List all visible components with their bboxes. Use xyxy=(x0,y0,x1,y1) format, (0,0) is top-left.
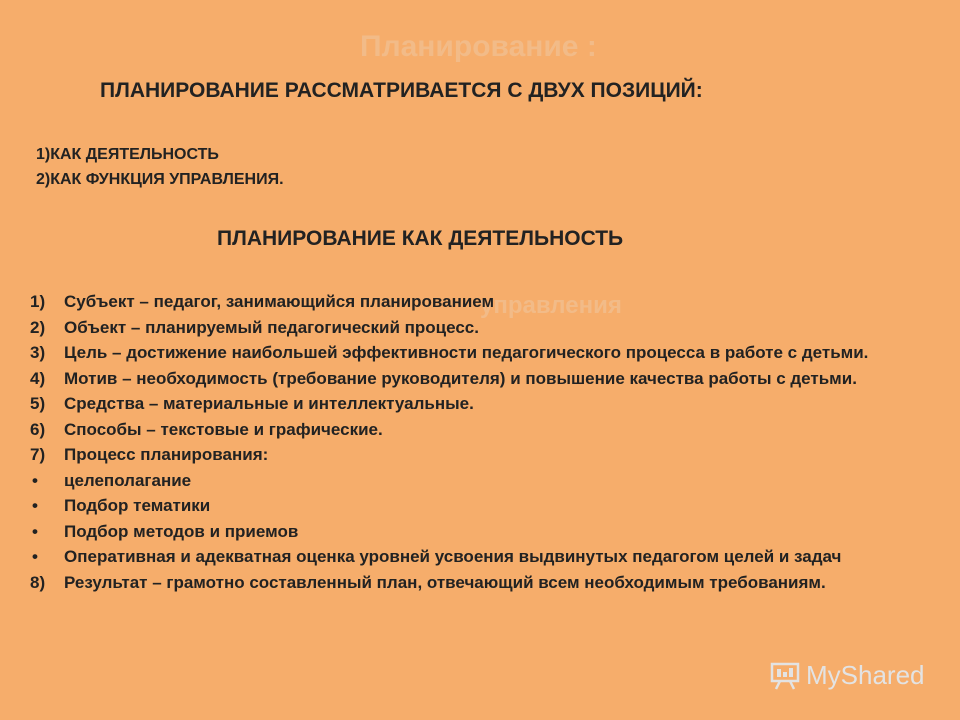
list-item-text: Процесс планирования: xyxy=(64,445,269,464)
list-marker: 6) xyxy=(30,419,46,439)
list-marker: 1) xyxy=(30,292,46,311)
list-item-text: Подбор методов и приемов xyxy=(64,521,299,541)
list-item-text: Подбор тематики xyxy=(64,496,211,515)
list-item-text: Способы – текстовые и графические. xyxy=(64,419,383,439)
list-item-text: целеполагание xyxy=(64,470,192,490)
list-item xyxy=(30,493,910,519)
list-item xyxy=(30,315,910,341)
list-item-text: Объект – планируемый педагогический процесс. xyxy=(64,317,479,337)
list-marker: 4) xyxy=(30,368,46,388)
list-item xyxy=(30,468,910,494)
bullet-marker: • xyxy=(32,470,38,490)
activity-list xyxy=(30,289,910,595)
list-item xyxy=(30,366,910,392)
ghost-slide-title: Планирование : xyxy=(360,30,597,63)
list-item xyxy=(30,442,910,468)
list-item-text: Оперативная и адекватная оценка уровней усвоения выдвинутых педагогом целей и задач xyxy=(64,547,842,566)
list-item-text: Субъект – педагог, занимающийся планированием xyxy=(64,292,495,311)
watermark-text: MyShared xyxy=(806,660,925,690)
list-item-text: Результат – грамотно составленный план, отвечающий всем необходимым требованиям. xyxy=(64,572,826,592)
myshared-watermark xyxy=(770,660,925,691)
list-item xyxy=(30,519,910,545)
list-item xyxy=(30,289,910,315)
list-marker: 3) xyxy=(30,343,46,362)
bullet-marker: • xyxy=(32,496,38,515)
list-item-text: Средства – материальные и интеллектуальные. xyxy=(64,394,474,413)
heading-two-positions: ПЛАНИРОВАНИЕ РАССМАТРИВАЕТСЯ С ДВУХ ПОЗИЦИЙ: xyxy=(100,79,703,102)
presentation-icon xyxy=(770,661,800,691)
list-marker: 5) xyxy=(30,394,46,413)
list-marker: 2) xyxy=(30,317,46,337)
position-item: 2)КАК ФУНКЦИЯ УПРАВЛЕНИЯ. xyxy=(36,171,284,188)
bullet-marker: • xyxy=(32,521,38,541)
list-marker: 7) xyxy=(30,445,46,464)
position-item: 1)КАК ДЕЯТЕЛЬНОСТЬ xyxy=(36,146,219,163)
list-item xyxy=(30,340,910,366)
list-item xyxy=(30,417,910,443)
ghost-subtitle: управления xyxy=(480,292,622,319)
list-item xyxy=(30,570,910,596)
list-item-text: Цель – достижение наибольшей эффективности педагогического процесса в работе с детьми. xyxy=(64,343,869,362)
heading-activity: ПЛАНИРОВАНИЕ КАК ДЕЯТЕЛЬНОСТЬ xyxy=(217,227,624,250)
list-item-text: Мотив – необходимость (требование руководителя) и повышение качества работы с детьми. xyxy=(64,368,857,388)
list-item xyxy=(30,544,910,570)
list-marker: 8) xyxy=(30,572,46,592)
bullet-marker: • xyxy=(32,547,38,566)
list-item xyxy=(30,391,910,417)
